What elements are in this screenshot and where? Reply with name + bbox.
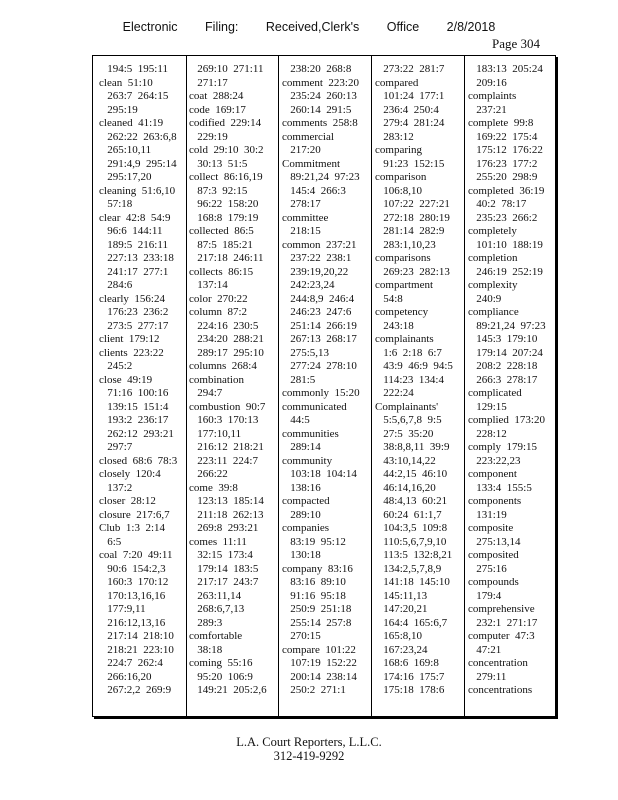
index-entry: 216:12,13,16 xyxy=(99,616,166,629)
index-box xyxy=(92,55,556,717)
index-entry: 255:20 298:9 xyxy=(468,171,538,183)
index-entry: 123:13 185:14 xyxy=(189,495,264,507)
index-entry: 138:16 xyxy=(282,481,321,494)
index-entry: 235:23 266:2 xyxy=(468,211,538,224)
index-entry: closely 120:4 xyxy=(99,468,161,480)
index-entry: combination xyxy=(189,373,244,386)
index-entry: 147:20,21 xyxy=(375,603,428,615)
index-entry: 170:13,16,16 xyxy=(99,589,166,602)
index-entry: 217:17 243:7 xyxy=(189,576,259,588)
index-entry: concentration xyxy=(468,657,528,669)
index-entry: clear 42:8 54:9 xyxy=(99,211,171,224)
index-entry: component xyxy=(468,468,517,480)
index-entry: 272:18 280:19 xyxy=(375,211,450,224)
index-entry: 294:7 xyxy=(189,387,223,399)
index-entry: 40:2 78:17 xyxy=(468,198,527,210)
index-entry: 217:14 218:10 xyxy=(99,630,174,642)
index-entry: composite xyxy=(468,522,514,534)
index-entry: 224:16 230:5 xyxy=(189,319,259,332)
index-entry: cleaning 51:6,10 xyxy=(99,184,176,197)
index-entry: commercial xyxy=(282,130,334,143)
index-entry: 279:4 281:24 xyxy=(375,117,445,129)
index-entry: community xyxy=(282,454,333,467)
index-entry: 237:21 xyxy=(468,103,507,116)
index-entry: cleaned 41:19 xyxy=(99,117,164,129)
index-entry: Commitment xyxy=(282,157,341,170)
index-entry: 263:11,14 xyxy=(189,589,242,602)
index-entry: 91:16 95:18 xyxy=(282,589,346,602)
index-entry: 262:22 263:6,8 xyxy=(99,130,177,143)
index-entry: complexity xyxy=(468,279,518,291)
index-entry: 90:6 154:2,3 xyxy=(99,562,166,575)
index-entry: 95:20 106:9 xyxy=(189,670,253,683)
index-entry: 242:23,24 xyxy=(282,279,335,291)
index-entry: 269:10 271:11 xyxy=(189,63,264,75)
index-entry: 234:20 288:21 xyxy=(189,333,264,345)
index-entry: composited xyxy=(468,549,519,561)
index-entry: 44:5 xyxy=(282,414,310,426)
index-entry: 129:15 xyxy=(468,400,507,413)
index-entry: 101:10 188:19 xyxy=(468,238,543,251)
footer-company: L.A. Court Reporters, L.L.C. xyxy=(236,735,382,749)
index-entry: comparing xyxy=(375,144,423,156)
index-entry: clearly 156:24 xyxy=(99,292,165,305)
index-entry: 266:3 278:17 xyxy=(468,373,538,386)
index-column-4 xyxy=(375,63,467,712)
index-entry: 267:13 268:17 xyxy=(282,333,357,345)
index-entry: closer 28:12 xyxy=(99,495,156,507)
index-entry: 177:9,11 xyxy=(99,603,146,615)
index-entry: 30:13 51:5 xyxy=(189,157,248,170)
index-entry: 60:24 61:1,7 xyxy=(375,508,442,521)
index-entry: 289:14 xyxy=(282,441,321,453)
index-entry: 179:4 xyxy=(468,589,502,602)
index-entry: 289:10 xyxy=(282,508,321,521)
index-entry: codified 229:14 xyxy=(189,117,262,129)
index-entry: 114:23 134:4 xyxy=(375,373,444,386)
index-entry: 179:14 207:24 xyxy=(468,346,543,359)
index-entry: 238:20 268:8 xyxy=(282,63,352,75)
index-entry: 245:2 xyxy=(99,360,133,372)
filing-header xyxy=(0,20,618,34)
index-entry: completion xyxy=(468,252,518,264)
index-entry: comparisons xyxy=(375,252,431,264)
index-entry: 266:22 xyxy=(189,468,228,480)
header-filing: Filing: xyxy=(205,20,239,34)
index-entry: 251:14 266:19 xyxy=(282,319,357,332)
index-entry: commonly 15:20 xyxy=(282,387,360,399)
header-office: Office xyxy=(386,20,420,34)
index-entry: Complainants' xyxy=(375,400,439,413)
index-entry: 189:5 216:11 xyxy=(99,238,168,251)
index-entry: 237:22 238:1 xyxy=(282,252,352,264)
index-entry: 224:7 262:4 xyxy=(99,657,163,669)
index-entry: close 49:19 xyxy=(99,373,153,386)
index-entry: 175:12 176:22 xyxy=(468,144,543,156)
index-entry: 223:22,23 xyxy=(468,454,521,467)
column-divider xyxy=(186,56,187,716)
index-entry: 96:6 144:11 xyxy=(99,225,163,237)
index-entry: 145:3 179:10 xyxy=(468,333,538,345)
index-entry: 275:13,14 xyxy=(468,535,521,548)
index-entry: 107:19 152:22 xyxy=(282,657,357,669)
index-entry: column 87:2 xyxy=(189,306,248,318)
index-entry: comparison xyxy=(375,171,427,183)
index-entry: comments 258:8 xyxy=(282,117,358,129)
index-entry: 43:10,14,22 xyxy=(375,454,436,467)
header-electronic: Electronic xyxy=(122,20,178,34)
index-entry: complete 99:8 xyxy=(468,117,534,129)
index-entry: 193:2 236:17 xyxy=(99,414,169,426)
index-entry: 239:19,20,22 xyxy=(282,265,349,278)
index-entry: compare 101:22 xyxy=(282,643,356,656)
index-entry: 260:14 291:5 xyxy=(282,103,352,116)
index-entry: collects 86:15 xyxy=(189,265,254,278)
index-entry: closure 217:6,7 xyxy=(99,508,170,521)
index-entry: 297:7 xyxy=(99,441,133,453)
index-entry: 130:18 xyxy=(282,549,321,561)
index-entry: compliance xyxy=(468,306,519,318)
index-entry: 275:16 xyxy=(468,562,507,575)
index-entry: 227:13 233:18 xyxy=(99,252,174,264)
index-entry: come 39:8 xyxy=(189,481,238,494)
index-entry: complainants xyxy=(375,333,434,345)
index-entry: 275:5,13 xyxy=(282,346,330,359)
index-column-3 xyxy=(282,63,374,712)
index-entry: 277:24 278:10 xyxy=(282,360,357,372)
index-entry: 211:18 262:13 xyxy=(189,508,264,521)
index-entry: 265:10,11 xyxy=(99,144,152,156)
index-entry: 217:20 xyxy=(282,144,321,156)
index-entry: 250:2 271:1 xyxy=(282,684,346,696)
index-entry: complaints xyxy=(468,90,517,102)
index-entry: 101:24 177:1 xyxy=(375,90,445,102)
index-entry: 54:8 xyxy=(375,292,403,305)
index-entry: components xyxy=(468,495,522,507)
index-entry: comfortable xyxy=(189,630,243,642)
index-entry: 240:9 xyxy=(468,292,502,305)
index-entry: committee xyxy=(282,211,329,224)
index-entry: 241:17 277:1 xyxy=(99,265,169,278)
index-entry: 43:9 46:9 94:5 xyxy=(375,360,453,372)
index-entry: 44:2,15 46:10 xyxy=(375,468,448,480)
index-entry: 278:17 xyxy=(282,198,321,210)
index-entry: 289:17 295:10 xyxy=(189,346,264,359)
index-entry: 177:10,11 xyxy=(189,427,242,440)
index-entry: 281:14 282:9 xyxy=(375,225,445,237)
index-entry: compared xyxy=(375,76,419,89)
index-entry: 6:5 xyxy=(99,535,122,548)
index-entry: 266:16,20 xyxy=(99,670,152,683)
index-entry: 38:18 xyxy=(189,643,223,656)
index-entry: 160:3 170:13 xyxy=(189,414,259,426)
index-entry: comes 11:11 xyxy=(189,535,247,548)
index-entry: 228:12 xyxy=(468,427,507,440)
index-entry: 83:19 95:12 xyxy=(282,535,346,548)
index-entry: 110:5,6,7,9,10 xyxy=(375,535,447,548)
column-divider xyxy=(371,56,372,716)
index-entry: 209:16 xyxy=(468,76,507,89)
index-column-5 xyxy=(468,63,560,712)
footer xyxy=(0,735,618,763)
index-entry: 183:13 205:24 xyxy=(468,63,543,75)
index-entry: 284:6 xyxy=(99,279,133,291)
index-entry: 71:16 100:16 xyxy=(99,387,169,399)
index-entry: 255:14 257:8 xyxy=(282,616,352,629)
index-entry: communities xyxy=(282,427,339,440)
index-entry: 38:8,8,11 39:9 xyxy=(375,441,450,453)
index-entry: collect 86:16,19 xyxy=(189,171,263,183)
index-entry: 283:12 xyxy=(375,130,414,143)
index-entry: 89:21,24 97:23 xyxy=(468,319,546,332)
index-entry: compacted xyxy=(282,495,330,507)
index-entry: concentrations xyxy=(468,684,533,696)
index-entry: 137:2 xyxy=(99,481,133,494)
index-entry: 217:18 246:11 xyxy=(189,252,264,264)
index-entry: 141:18 145:10 xyxy=(375,576,450,588)
index-entry: 131:19 xyxy=(468,508,507,521)
index-entry: 165:8,10 xyxy=(375,630,423,642)
column-divider xyxy=(464,56,465,716)
index-entry: 106:8,10 xyxy=(375,184,423,197)
index-entry: combustion 90:7 xyxy=(189,400,266,413)
index-entry: 145:11,13 xyxy=(375,589,428,602)
index-entry: 291:4,9 295:14 xyxy=(99,157,177,170)
index-entry: 107:22 227:21 xyxy=(375,198,450,210)
index-entry: compounds xyxy=(468,576,519,588)
index-entry: computer 47:3 xyxy=(468,630,535,642)
index-entry: coal 7:20 49:11 xyxy=(99,549,173,561)
index-entry: 269:8 293:21 xyxy=(189,522,259,534)
index-entry: 149:21 205:2,6 xyxy=(189,684,267,696)
index-entry: 250:9 251:18 xyxy=(282,603,352,615)
index-entry: complicated xyxy=(468,387,522,399)
index-entry: 262:12 293:21 xyxy=(99,427,174,440)
index-entry: 281:5 xyxy=(282,373,316,386)
index-entry: 91:23 152:15 xyxy=(375,157,445,170)
index-entry: 273:5 277:17 xyxy=(99,319,169,332)
index-entry: 243:18 xyxy=(375,319,414,332)
index-entry: 103:18 104:14 xyxy=(282,468,357,480)
index-entry: common 237:21 xyxy=(282,238,357,251)
index-entry: 283:1,10,23 xyxy=(375,238,436,251)
index-entry: cold 29:10 30:2 xyxy=(189,144,264,156)
index-entry: 270:15 xyxy=(282,630,321,642)
index-entry: 218:21 223:10 xyxy=(99,643,174,656)
index-entry: 113:5 132:8,21 xyxy=(375,549,453,561)
index-entry: company 83:16 xyxy=(282,562,353,575)
index-entry: 168:8 179:19 xyxy=(189,211,259,224)
index-entry: coat 288:24 xyxy=(189,90,244,102)
index-entry: color 270:22 xyxy=(189,292,248,305)
index-entry: 57:18 xyxy=(99,198,133,210)
column-divider xyxy=(278,56,279,716)
index-entry: 179:14 183:5 xyxy=(189,562,259,575)
index-entry: 89:21,24 97:23 xyxy=(282,171,360,183)
index-entry: 32:15 173:4 xyxy=(189,549,253,561)
index-entry: 175:18 178:6 xyxy=(375,684,445,696)
index-entry: 229:19 xyxy=(189,130,228,143)
header-date: 2/8/2018 xyxy=(446,20,496,34)
index-entry: 236:4 250:4 xyxy=(375,103,439,116)
index-entry: 1:6 2:18 6:7 xyxy=(375,346,442,359)
index-entry: 168:6 169:8 xyxy=(375,657,439,669)
index-entry: 160:3 170:12 xyxy=(99,576,169,588)
index-entry: competency xyxy=(375,306,429,318)
index-entry: 87:3 92:15 xyxy=(189,184,248,197)
index-column-1 xyxy=(99,63,191,712)
index-entry: collected 86:5 xyxy=(189,225,254,237)
index-column-2 xyxy=(189,63,281,712)
index-entry: 279:11 xyxy=(468,670,507,683)
index-entry: 133:4 155:5 xyxy=(468,481,532,494)
index-entry: clients 223:22 xyxy=(99,346,164,359)
index-entry: code 169:17 xyxy=(189,103,246,116)
index-entry: communicated xyxy=(282,400,347,413)
index-entry: client 179:12 xyxy=(99,333,160,345)
index-entry: closed 68:6 78:3 xyxy=(99,454,178,467)
index-entry: 5:5,6,7,8 9:5 xyxy=(375,414,442,426)
index-entry: 295:19 xyxy=(99,103,138,116)
index-entry: comprehensive xyxy=(468,603,535,615)
index-entry: coming 55:16 xyxy=(189,657,253,669)
index-entry: 246:19 252:19 xyxy=(468,265,543,278)
index-entry: 176:23 236:2 xyxy=(99,306,169,318)
index-entry: 164:4 165:6,7 xyxy=(375,616,448,629)
index-entry: 289:3 xyxy=(189,616,223,629)
page-number: Page 304 xyxy=(491,36,540,51)
index-entry: 218:15 xyxy=(282,225,321,237)
index-entry: 268:6,7,13 xyxy=(189,603,245,615)
index-entry: 267:2,2 269:9 xyxy=(99,684,172,696)
index-entry: Club 1:3 2:14 xyxy=(99,522,166,534)
index-entry: 246:23 247:6 xyxy=(282,306,352,318)
index-entry: 176:23 177:2 xyxy=(468,157,538,170)
index-entry: 96:22 158:20 xyxy=(189,198,259,210)
index-entry: comply 179:15 xyxy=(468,441,538,453)
index-entry: 87:5 185:21 xyxy=(189,238,253,251)
index-entry: 263:7 264:15 xyxy=(99,90,169,102)
index-entry: 222:24 xyxy=(375,387,414,399)
index-entry: 167:23,24 xyxy=(375,643,428,656)
index-entry: 271:17 xyxy=(189,76,228,89)
index-entry: 104:3,5 109:8 xyxy=(375,522,448,534)
index-entry: 134:2,5,7,8,9 xyxy=(375,562,442,575)
index-entry: compartment xyxy=(375,279,434,291)
index-entry: 269:23 282:13 xyxy=(375,265,450,278)
index-entry: 27:5 35:20 xyxy=(375,427,434,440)
index-entry: 200:14 238:14 xyxy=(282,670,357,683)
index-entry: 223:11 224:7 xyxy=(189,454,258,467)
index-entry: 194:5 195:11 xyxy=(99,63,168,75)
index-entry: clean 51:10 xyxy=(99,76,153,89)
index-entry: 244:8,9 246:4 xyxy=(282,292,355,305)
index-entry: 137:14 xyxy=(189,279,228,291)
index-entry: 208:2 228:18 xyxy=(468,360,538,372)
index-entry: complied 173:20 xyxy=(468,414,545,426)
index-entry: 83:16 89:10 xyxy=(282,576,346,588)
index-entry: 48:4,13 60:21 xyxy=(375,495,448,507)
index-entry: 46:14,16,20 xyxy=(375,481,436,494)
index-entry: 139:15 151:4 xyxy=(99,400,169,413)
index-entry: 273:22 281:7 xyxy=(375,63,445,75)
header-received: Received,Clerk's xyxy=(265,20,360,34)
index-entry: columns 268:4 xyxy=(189,360,257,372)
index-entry: 235:24 260:13 xyxy=(282,90,357,102)
index-entry: completed 36:19 xyxy=(468,184,545,197)
index-entry: 145:4 266:3 xyxy=(282,184,346,197)
index-entry: 216:12 218:21 xyxy=(189,441,264,453)
footer-phone: 312-419-9292 xyxy=(273,749,345,763)
index-entry: 295:17,20 xyxy=(99,171,152,183)
index-entry: 169:22 175:4 xyxy=(468,130,538,143)
index-entry: 232:1 271:17 xyxy=(468,616,538,629)
index-entry: companies xyxy=(282,522,330,534)
index-entry: completely xyxy=(468,225,517,237)
index-entry: 174:16 175:7 xyxy=(375,670,445,683)
index-entry: 47:21 xyxy=(468,643,502,656)
index-entry: comment 223:20 xyxy=(282,76,359,89)
